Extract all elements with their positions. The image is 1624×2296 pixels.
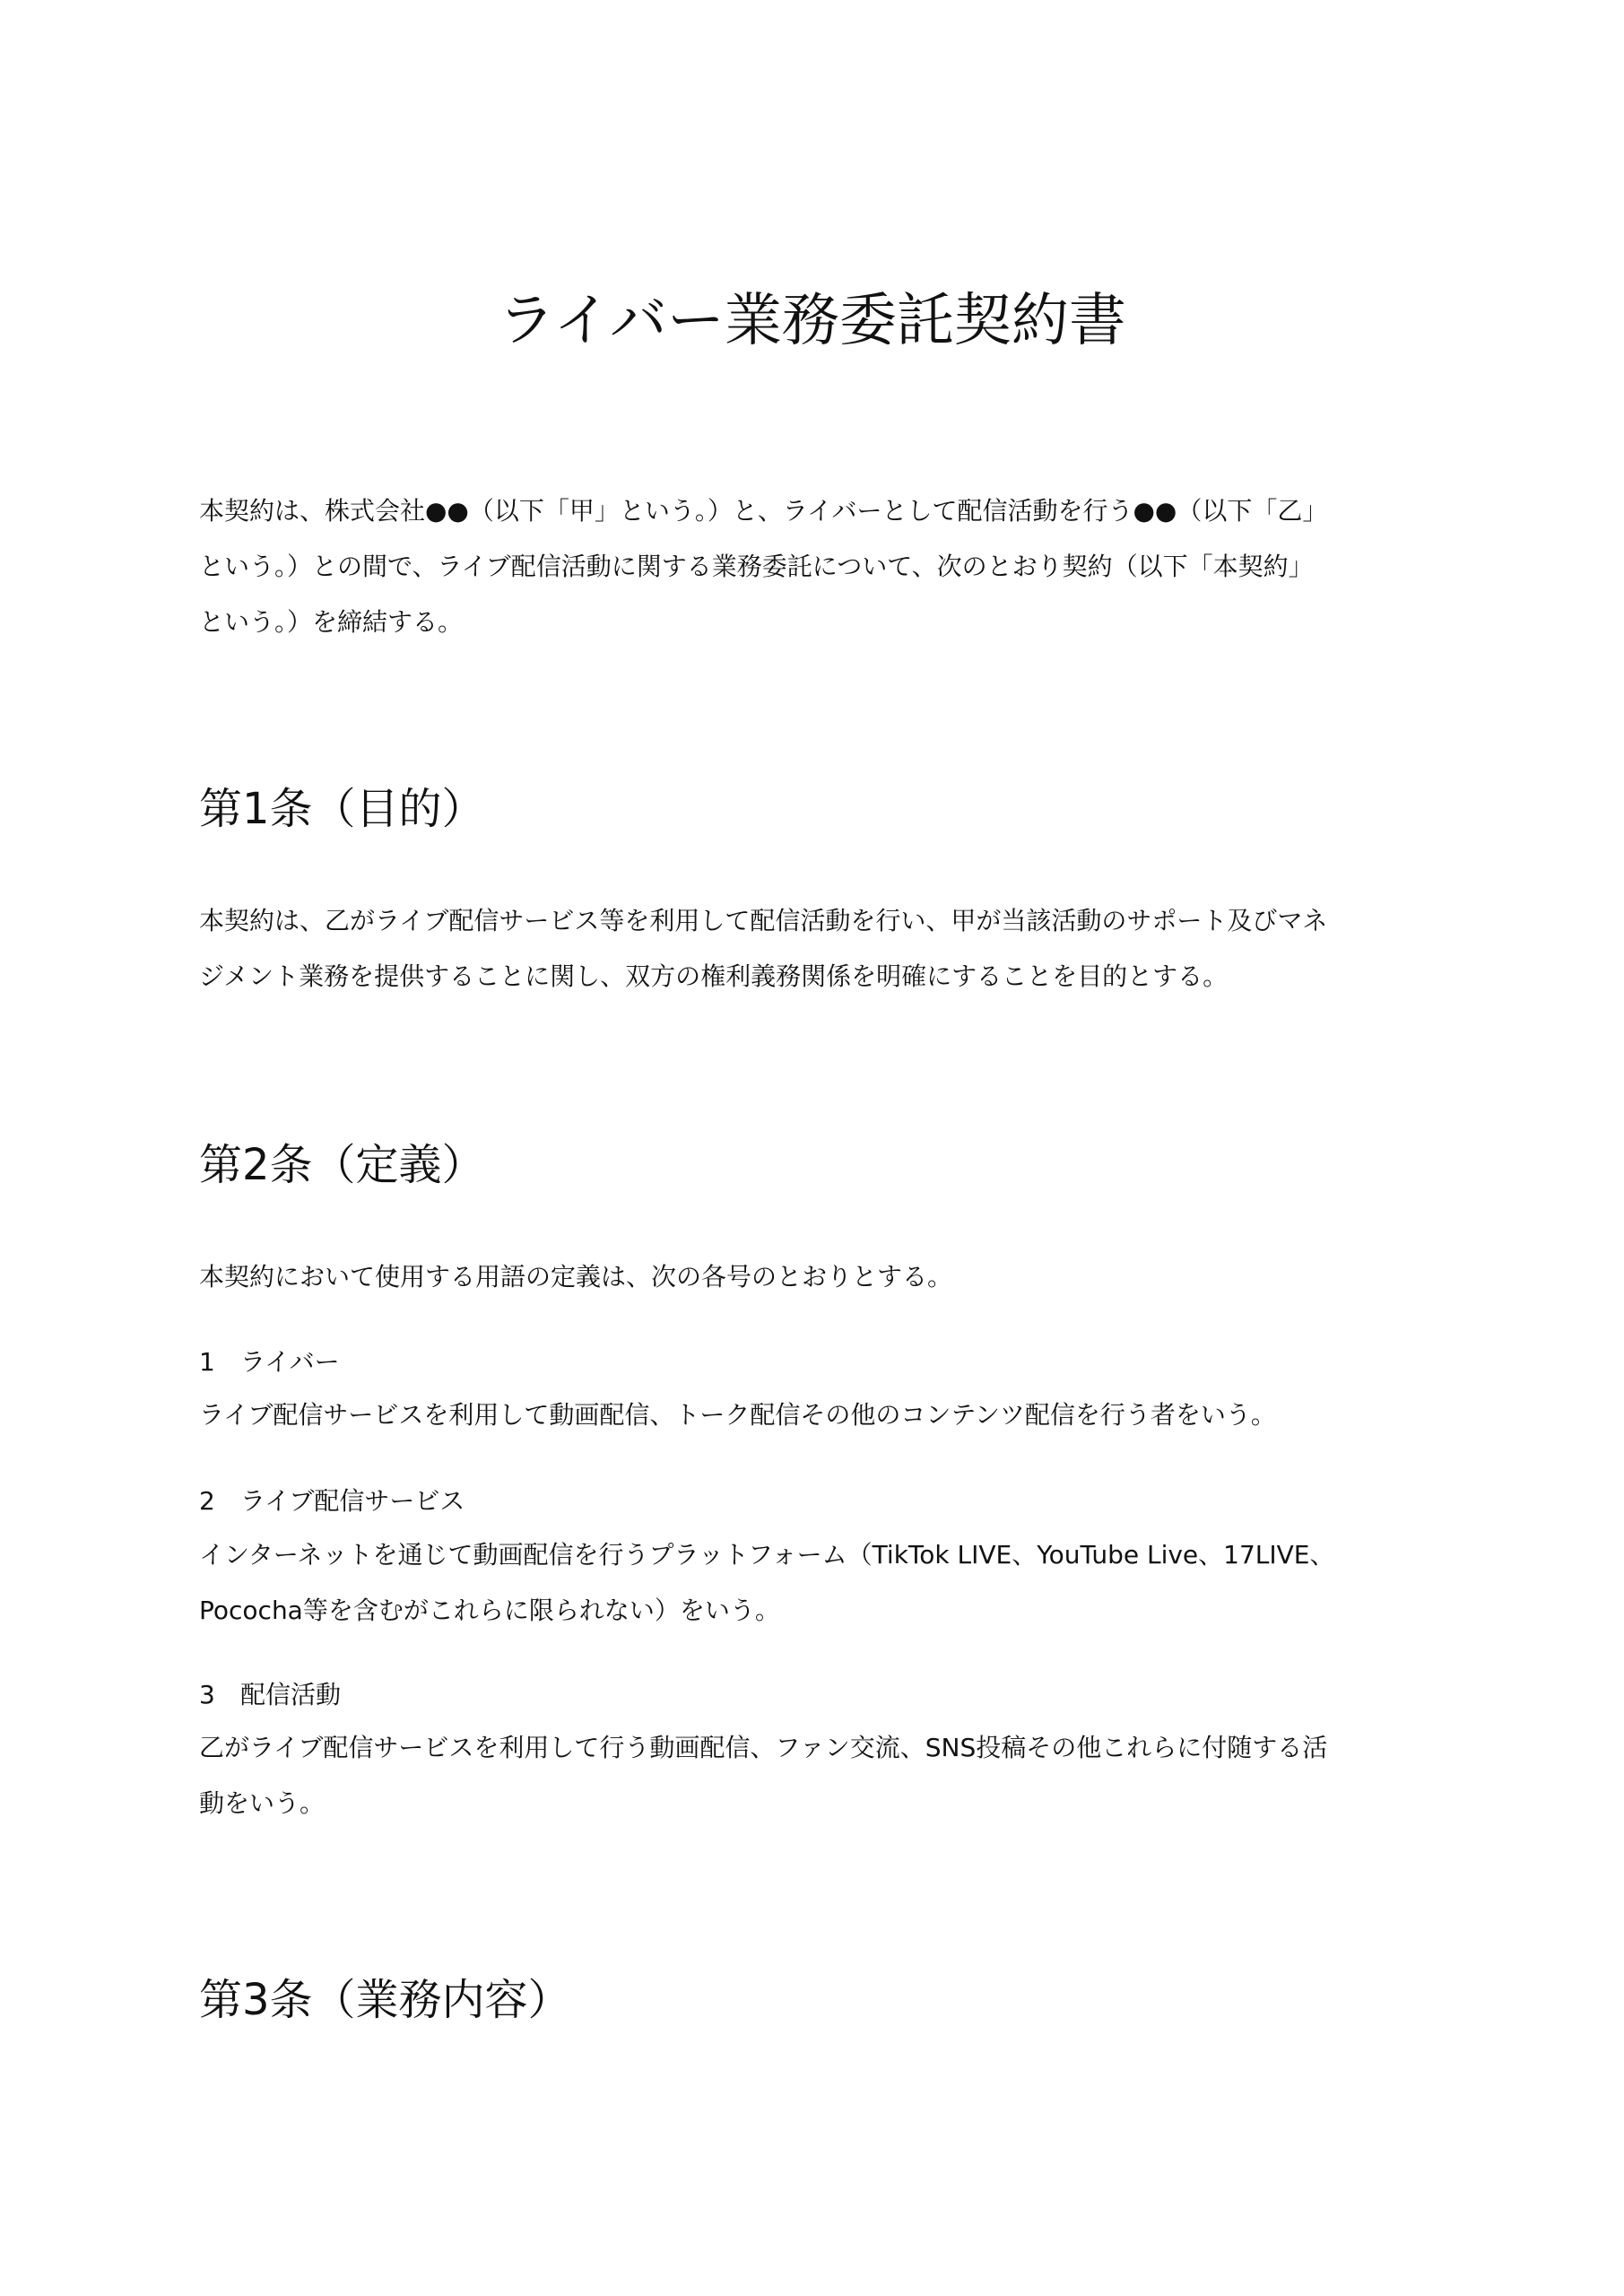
definition-number: 1 [199,1347,215,1377]
definition-number: 2 [199,1486,215,1516]
article-3-heading: 第3条（業務内容） [199,1975,571,2025]
intro-line: という。）を締結する。 [199,607,464,637]
definition-line: インターネットを通じて動画配信を行うプラットフォーム（TikTok LIVE、YouTube Live、17LIVE、 [199,1540,1335,1570]
article-1-body [199,893,1455,1004]
definition-line: 動をいう。 [199,1788,326,1818]
document-title: ライバー業務委託契約書 [498,288,1126,354]
article-2-lead [199,1249,1455,1305]
definition-number: 3 [199,1680,215,1709]
definition-line: 乙がライブ配信サービスを利用して行う動画配信、ファン交流、SNS投稿その他これらに付随する活 [199,1733,1328,1762]
article-1-heading: 第1条（目的） [199,784,485,834]
article-2-heading: 第2条（定義） [199,1140,485,1190]
definition-item-3-term [199,1677,341,1713]
definition-item-2-body [199,1527,1455,1639]
intro-paragraph [199,483,1455,650]
article-2-lead-line: 本契約において使用する用語の定義は、次の各号のとおりとする。 [199,1262,953,1292]
definition-line: Pococha等を含むがこれらに限られない）をいう。 [199,1596,780,1625]
definition-item-3-body [199,1720,1455,1831]
article-1-line: ジメント業務を提供することに関し、双方の権利義務関係を明確にすることを目的とする。 [199,961,1229,991]
definition-line: ライブ配信サービスを利用して動画配信、トーク配信その他のコンテンツ配信を行う者をいう。 [199,1400,1276,1430]
definition-term: 配信活動 [240,1680,342,1709]
definition-item-2-term [199,1483,465,1519]
definition-item-1-body [199,1387,1455,1443]
intro-line: という。）との間で、ライブ配信活動に関する業務委託について、次のとおり契約（以下「本契約」 [199,552,1314,581]
definition-item-1-term [199,1344,340,1380]
definition-term: ライブ配信サービス [240,1486,465,1516]
article-1-line: 本契約は、乙がライブ配信サービス等を利用して配信活動を行い、甲が当該活動のサポート及びマネ [199,906,1328,935]
intro-line: 本契約は、株式会社●●（以下「甲」という。）と、ライバーとして配信活動を行う●●（以下「乙」 [199,496,1328,526]
definition-term: ライバー [240,1347,340,1377]
